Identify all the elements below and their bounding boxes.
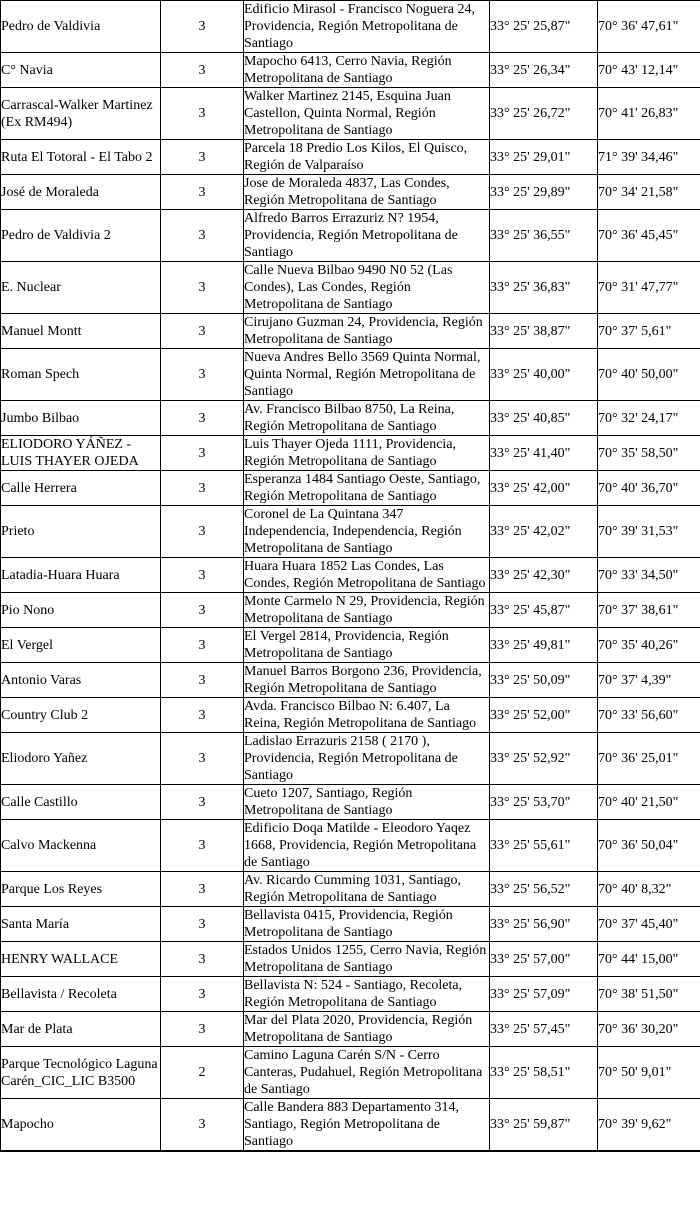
cell-count: 3 [161, 593, 244, 628]
cell-latitude: 33° 25' 29,01" [490, 140, 598, 175]
cell-name: Santa María [1, 907, 161, 942]
cell-name: Eliodoro Yañez [1, 733, 161, 785]
cell-name: El Vergel [1, 628, 161, 663]
table-row [1, 506, 700, 558]
cell-count: 3 [161, 907, 244, 942]
cell-count: 3 [161, 698, 244, 733]
cell-count: 3 [161, 1, 244, 53]
cell-longitude: 70° 37' 4,39" [598, 663, 700, 698]
table-row [1, 349, 700, 401]
table-row [1, 907, 700, 942]
cell-address: Luis Thayer Ojeda 1111, Providencia, Región Metropolitana de Santiago [244, 436, 490, 471]
cell-name: Calle Castillo [1, 785, 161, 820]
cell-count: 3 [161, 663, 244, 698]
cell-name: Pedro de Valdivia 2 [1, 210, 161, 262]
cell-latitude: 33° 25' 53,70" [490, 785, 598, 820]
cell-longitude: 70° 40' 50,00" [598, 349, 700, 401]
cell-address: Nueva Andres Bello 3569 Quinta Normal, Quinta Normal, Región Metropolitana de Santiago [244, 349, 490, 401]
cell-latitude: 33° 25' 56,90" [490, 907, 598, 942]
table-row [1, 88, 700, 140]
cell-longitude: 70° 36' 50,04" [598, 820, 700, 872]
cell-count: 3 [161, 1099, 244, 1152]
cell-name: Calle Herrera [1, 471, 161, 506]
cell-longitude: 70° 37' 45,40" [598, 907, 700, 942]
cell-latitude: 33° 25' 36,83" [490, 262, 598, 314]
table-row [1, 1099, 700, 1152]
cell-longitude: 70° 40' 21,50" [598, 785, 700, 820]
cell-name: Carrascal-Walker Martinez (Ex RM494) [1, 88, 161, 140]
cell-count: 3 [161, 558, 244, 593]
cell-address: Ladislao Errazuris 2158 ( 2170 ), Providencia, Región Metropolitana de Santiago [244, 733, 490, 785]
cell-address: Walker Martinez 2145, Esquina Juan Castellon, Quinta Normal, Región Metropolitana de Santiago [244, 88, 490, 140]
cell-name: Pedro de Valdivia [1, 1, 161, 53]
cell-longitude: 71° 39' 34,46" [598, 140, 700, 175]
cell-latitude: 33° 25' 26,34" [490, 53, 598, 88]
cell-latitude: 33° 25' 57,45" [490, 1012, 598, 1047]
cell-latitude: 33° 25' 41,40" [490, 436, 598, 471]
cell-count: 3 [161, 872, 244, 907]
cell-longitude: 70° 40' 8,32" [598, 872, 700, 907]
table-row [1, 733, 700, 785]
cell-address: Mar del Plata 2020, Providencia, Región Metropolitana de Santiago [244, 1012, 490, 1047]
table-row [1, 663, 700, 698]
table-row [1, 1, 700, 53]
cell-address: Edificio Mirasol - Francisco Noguera 24, Providencia, Región Metropolitana de Santiago [244, 1, 490, 53]
cell-name: Roman Spech [1, 349, 161, 401]
cell-name: ELIODORO YÁÑEZ - LUIS THAYER OJEDA [1, 436, 161, 471]
cell-address: Jose de Moraleda 4837, Las Condes, Región Metropolitana de Santiago [244, 175, 490, 210]
cell-address: Cirujano Guzman 24, Providencia, Región Metropolitana de Santiago [244, 314, 490, 349]
cell-address: Monte Carmelo N 29, Providencia, Región Metropolitana de Santiago [244, 593, 490, 628]
table-row [1, 785, 700, 820]
cell-address: El Vergel 2814, Providencia, Región Metropolitana de Santiago [244, 628, 490, 663]
cell-latitude: 33° 25' 26,72" [490, 88, 598, 140]
cell-longitude: 70° 33' 56,60" [598, 698, 700, 733]
table-row [1, 942, 700, 977]
cell-name: HENRY WALLACE [1, 942, 161, 977]
cell-address: Calle Nueva Bilbao 9490 N0 52 (Las Condes), Las Condes, Región Metropolitana de Santiago [244, 262, 490, 314]
cell-name: Parque Los Reyes [1, 872, 161, 907]
cell-address: Coronel de La Quintana 347 Independencia, Independencia, Región Metropolitana de Santiago [244, 506, 490, 558]
stations-table-body [1, 1, 700, 1152]
cell-longitude: 70° 39' 31,53" [598, 506, 700, 558]
cell-name: José de Moraleda [1, 175, 161, 210]
cell-address: Esperanza 1484 Santiago Oeste, Santiago, Región Metropolitana de Santiago [244, 471, 490, 506]
cell-address: Estados Unidos 1255, Cerro Navia, Región Metropolitana de Santiago [244, 942, 490, 977]
cell-name: Latadia-Huara Huara [1, 558, 161, 593]
cell-longitude: 70° 32' 24,17" [598, 401, 700, 436]
cell-longitude: 70° 31' 47,77" [598, 262, 700, 314]
cell-latitude: 33° 25' 38,87" [490, 314, 598, 349]
cell-latitude: 33° 25' 59,87" [490, 1099, 598, 1152]
cell-address: Av. Francisco Bilbao 8750, La Reina, Región Metropolitana de Santiago [244, 401, 490, 436]
cell-address: Edificio Doqa Matilde - Eleodoro Yaqez 1668, Providencia, Región Metropolitana de Santiago [244, 820, 490, 872]
cell-address: Av. Ricardo Cumming 1031, Santiago, Región Metropolitana de Santiago [244, 872, 490, 907]
cell-count: 3 [161, 785, 244, 820]
cell-latitude: 33° 25' 56,52" [490, 872, 598, 907]
cell-name: Manuel Montt [1, 314, 161, 349]
table-row [1, 210, 700, 262]
cell-name: Mar de Plata [1, 1012, 161, 1047]
table-row [1, 977, 700, 1012]
cell-count: 3 [161, 262, 244, 314]
cell-address: Bellavista 0415, Providencia, Región Metropolitana de Santiago [244, 907, 490, 942]
cell-count: 3 [161, 88, 244, 140]
cell-address: Camino Laguna Carén S/N - Cerro Canteras, Pudahuel, Región Metropolitana de Santiago [244, 1047, 490, 1099]
cell-name: Jumbo Bilbao [1, 401, 161, 436]
cell-latitude: 33° 25' 25,87" [490, 1, 598, 53]
cell-longitude: 70° 36' 30,20" [598, 1012, 700, 1047]
cell-address: Huara Huara 1852 Las Condes, Las Condes, Región Metropolitana de Santiago [244, 558, 490, 593]
table-row [1, 1012, 700, 1047]
cell-name: E. Nuclear [1, 262, 161, 314]
cell-name: Bellavista / Recoleta [1, 977, 161, 1012]
cell-count: 3 [161, 349, 244, 401]
cell-latitude: 33° 25' 52,00" [490, 698, 598, 733]
table-row [1, 1047, 700, 1099]
cell-latitude: 33° 25' 58,51" [490, 1047, 598, 1099]
cell-latitude: 33° 25' 42,00" [490, 471, 598, 506]
cell-name: Country Club 2 [1, 698, 161, 733]
cell-latitude: 33° 25' 40,85" [490, 401, 598, 436]
cell-latitude: 33° 25' 49,81" [490, 628, 598, 663]
cell-address: Parcela 18 Predio Los Kilos, El Quisco, Región de Valparaíso [244, 140, 490, 175]
cell-longitude: 70° 35' 40,26" [598, 628, 700, 663]
cell-count: 3 [161, 314, 244, 349]
table-row [1, 628, 700, 663]
table-row [1, 471, 700, 506]
cell-latitude: 33° 25' 52,92" [490, 733, 598, 785]
table-row [1, 53, 700, 88]
table-row [1, 593, 700, 628]
cell-longitude: 70° 43' 12,14" [598, 53, 700, 88]
cell-address: Avda. Francisco Bilbao N: 6.407, La Reina, Región Metropolitana de Santiago [244, 698, 490, 733]
cell-count: 3 [161, 53, 244, 88]
cell-name: Parque Tecnológico Laguna Carén_CIC_LIC B3500 [1, 1047, 161, 1099]
cell-longitude: 70° 34' 21,58" [598, 175, 700, 210]
cell-longitude: 70° 39' 9,62" [598, 1099, 700, 1152]
cell-count: 3 [161, 471, 244, 506]
cell-count: 3 [161, 628, 244, 663]
cell-longitude: 70° 40' 36,70" [598, 471, 700, 506]
table-row [1, 175, 700, 210]
table-row [1, 820, 700, 872]
cell-count: 3 [161, 175, 244, 210]
cell-longitude: 70° 38' 51,50" [598, 977, 700, 1012]
cell-count: 3 [161, 436, 244, 471]
cell-longitude: 70° 33' 34,50" [598, 558, 700, 593]
cell-name: Antonio Varas [1, 663, 161, 698]
cell-count: 3 [161, 401, 244, 436]
cell-count: 3 [161, 1012, 244, 1047]
cell-latitude: 33° 25' 42,30" [490, 558, 598, 593]
cell-name: Prieto [1, 506, 161, 558]
table-row [1, 262, 700, 314]
cell-count: 2 [161, 1047, 244, 1099]
cell-latitude: 33° 25' 57,00" [490, 942, 598, 977]
table-row [1, 558, 700, 593]
table-row [1, 872, 700, 907]
cell-name: Pio Nono [1, 593, 161, 628]
cell-name: Calvo Mackenna [1, 820, 161, 872]
cell-longitude: 70° 44' 15,00" [598, 942, 700, 977]
cell-latitude: 33° 25' 50,09" [490, 663, 598, 698]
table-row [1, 436, 700, 471]
cell-count: 3 [161, 977, 244, 1012]
cell-latitude: 33° 25' 55,61" [490, 820, 598, 872]
cell-longitude: 70° 36' 25,01" [598, 733, 700, 785]
cell-longitude: 70° 37' 38,61" [598, 593, 700, 628]
cell-count: 3 [161, 210, 244, 262]
cell-name: Ruta El Totoral - El Tabo 2 [1, 140, 161, 175]
table-row [1, 401, 700, 436]
cell-address: Bellavista N: 524 - Santiago, Recoleta, Región Metropolitana de Santiago [244, 977, 490, 1012]
cell-longitude: 70° 35' 58,50" [598, 436, 700, 471]
cell-latitude: 33° 25' 29,89" [490, 175, 598, 210]
cell-longitude: 70° 37' 5,61" [598, 314, 700, 349]
cell-count: 3 [161, 140, 244, 175]
cell-name: C° Navia [1, 53, 161, 88]
cell-count: 3 [161, 506, 244, 558]
cell-name: Mapocho [1, 1099, 161, 1152]
cell-latitude: 33° 25' 45,87" [490, 593, 598, 628]
cell-count: 3 [161, 733, 244, 785]
table-row [1, 698, 700, 733]
cell-longitude: 70° 41' 26,83" [598, 88, 700, 140]
cell-longitude: 70° 50' 9,01" [598, 1047, 700, 1099]
table-row [1, 140, 700, 175]
table-row [1, 314, 700, 349]
cell-latitude: 33° 25' 42,02" [490, 506, 598, 558]
cell-longitude: 70° 36' 45,45" [598, 210, 700, 262]
cell-longitude: 70° 36' 47,61" [598, 1, 700, 53]
cell-count: 3 [161, 942, 244, 977]
cell-address: Alfredo Barros Errazuriz N? 1954, Providencia, Región Metropolitana de Santiago [244, 210, 490, 262]
cell-address: Cueto 1207, Santiago, Región Metropolitana de Santiago [244, 785, 490, 820]
cell-address: Calle Bandera 883 Departamento 314, Santiago, Región Metropolitana de Santiago [244, 1099, 490, 1152]
cell-latitude: 33° 25' 57,09" [490, 977, 598, 1012]
cell-latitude: 33° 25' 40,00" [490, 349, 598, 401]
cell-latitude: 33° 25' 36,55" [490, 210, 598, 262]
cell-address: Manuel Barros Borgono 236, Providencia, Región Metropolitana de Santiago [244, 663, 490, 698]
cell-count: 3 [161, 820, 244, 872]
cell-address: Mapocho 6413, Cerro Navia, Región Metropolitana de Santiago [244, 53, 490, 88]
